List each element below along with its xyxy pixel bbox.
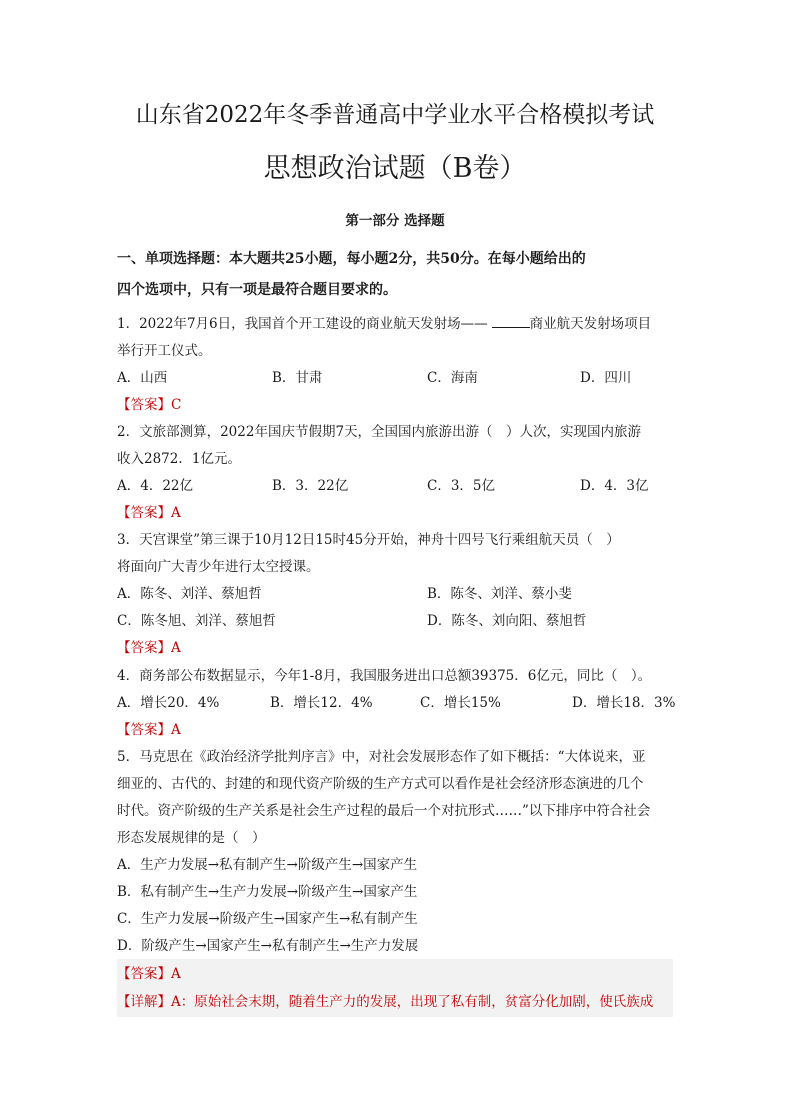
question-1-stem: 1．2022年7月6日，我国首个开工建设的商业航天发射场—— 商业航天发射场项目 xyxy=(117,316,652,332)
question-3-stem: 3．天宫课堂”第三课于10月12日15时45分开始，神舟十四号飞行乘组航天员（ ） xyxy=(117,532,620,548)
question-2-stem: 2．文旅部测算，2022年国庆节假期7天，全国国内旅游出游（ ）人次，实现国内旅游 xyxy=(117,424,642,440)
question-2-option-c: C．3．5亿 xyxy=(427,478,496,494)
question-5-stem-line-1: 5．马克思在《政治经济学批判序言》中，对社会发展形态作了如下概括：“大体说来，亚 xyxy=(117,749,646,765)
question-1-option-d: D．四川 xyxy=(580,370,632,386)
question-5-option-a: A．生产力发展→私有制产生→阶级产生→国家产生 xyxy=(117,857,418,873)
question-2-answer: 【答案】A xyxy=(117,505,181,521)
question-4-option-b: B．增长12．4% xyxy=(270,695,373,711)
question-3-option-c: C．陈冬旭、刘洋、蔡旭哲 xyxy=(117,613,276,629)
question-4-option-c: C．增长15% xyxy=(420,695,501,711)
question-5-option-c: C．生产力发展→阶级产生→国家产生→私有制产生 xyxy=(117,911,418,927)
question-4-option-d: D．增长18．3% xyxy=(572,695,676,711)
exam-title: 山东省2022年冬季普通高中学业水平合格模拟考试 xyxy=(135,102,655,128)
question-1-option-c: C．海南 xyxy=(427,370,478,386)
question-5-stem-line-2: 细亚的、古代的、封建的和现代资产阶级的生产方式可以看作是社会经济形态演进的几个 xyxy=(117,776,644,792)
question-5-answer: 【答案】A xyxy=(117,966,181,982)
question-5-stem-line-3: 时代。资产阶级的生产关系是社会生产过程的最后一个对抗形式……”以下排序中符合社会 xyxy=(117,803,651,819)
question-2-stem-line-2: 收入2872．1亿元。 xyxy=(117,451,241,467)
question-5-option-d: D．阶级产生→国家产生→私有制产生→生产力发展 xyxy=(117,938,419,954)
question-3-option-b: B．陈冬、刘洋、蔡小斐 xyxy=(427,586,572,602)
question-2-option-d: D．4．3亿 xyxy=(580,478,649,494)
question-5-detail: 【详解】A：原始社会末期，随着生产力的发展，出现了私有制，贫富分化加剧，使氏族成 xyxy=(117,994,654,1010)
question-5-stem-line-4: 形态发展规律的是（ ） xyxy=(117,830,266,846)
answer-blank xyxy=(492,315,530,328)
instructions-line-1: 一、单项选择题：本大题共25小题，每小题2分，共50分。在每小题给出的 xyxy=(117,251,586,267)
question-1-option-b: B．甘肃 xyxy=(272,370,323,386)
paper-subtitle: 思想政治试题（B卷） xyxy=(263,153,527,184)
question-1-stem-line-2: 举行开工仪式。 xyxy=(117,343,212,359)
part-label: 第一部分 选择题 xyxy=(345,213,445,229)
question-4-option-a: A．增长20．4% xyxy=(117,695,220,711)
question-3-stem-line-2: 将面向广大青少年进行太空授课。 xyxy=(117,559,320,575)
question-2-option-a: A．4．22亿 xyxy=(117,478,194,494)
question-1-option-a: A．山西 xyxy=(117,370,168,386)
question-2-option-b: B．3．22亿 xyxy=(272,478,349,494)
question-3-option-d: D．陈冬、刘向阳、蔡旭哲 xyxy=(427,613,587,629)
question-4-stem: 4．商务部公布数据显示，今年1-8月，我国服务进出口总额39375．6亿元，同比（ ）。 xyxy=(117,668,652,684)
question-3-answer: 【答案】A xyxy=(117,640,181,656)
question-5-option-b: B．私有制产生→生产力发展→阶级产生→国家产生 xyxy=(117,884,418,900)
question-3-option-a: A．陈冬、刘洋、蔡旭哲 xyxy=(117,586,262,602)
question-1-answer: 【答案】C xyxy=(117,397,182,413)
instructions-line-2: 四个选项中，只有一项是最符合题目要求的。 xyxy=(117,282,397,298)
question-4-answer: 【答案】A xyxy=(117,722,181,738)
